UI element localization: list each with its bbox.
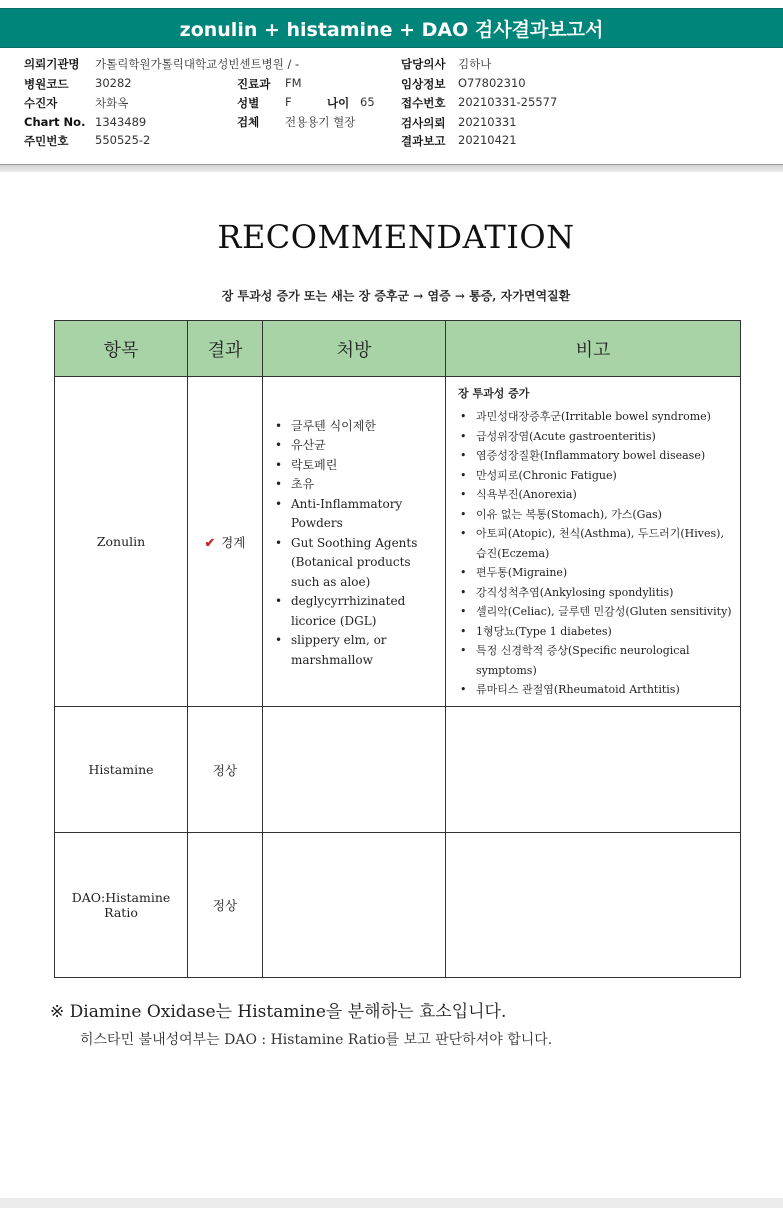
header-result: 결과 [188, 321, 263, 377]
list-item: • deglycyrrhizinated licorice (DGL) [273, 592, 439, 631]
table-row-histamine [55, 707, 741, 833]
list-item: • 편두통(Migraine) [458, 563, 732, 583]
list-item: • 락토페린 [273, 456, 439, 476]
check-icon: ✔ [204, 534, 216, 550]
list-item: • 염증성장질환(Inflammatory bowel disease) [458, 446, 732, 466]
list-item: • 글루텐 식이제한 [273, 417, 439, 437]
dept-label: 진료과 [237, 77, 271, 91]
patient-label: 수진자 [24, 96, 58, 110]
list-item: • 아토피(Atopic), 천식(Asthma), 두드러기(Hives), 습진(Eczema) [458, 524, 732, 563]
ssn-label: 주민번호 [24, 134, 69, 148]
result-dao-ratio: 정상 [188, 833, 263, 978]
report-date-value: 20210421 [458, 133, 517, 147]
list-item: • 1형당뇨(Type 1 diabetes) [458, 622, 732, 642]
patient-value: 차화옥 [95, 96, 129, 110]
list-item: • 초유 [273, 475, 439, 495]
result-zonulin [188, 377, 263, 707]
ssn-value: 550525-2 [95, 133, 151, 147]
prescription-list [273, 417, 439, 671]
note-histamine [446, 707, 741, 833]
dept-value: FM [285, 76, 302, 90]
sex-value: F [285, 95, 292, 109]
result-histamine: 정상 [188, 707, 263, 833]
list-item: • 이유 없는 복통(Stomach), 가스(Gas) [458, 505, 732, 525]
report-title: zonulin + histamine + DAO 검사결과보고서 [0, 8, 783, 48]
item-dao-ratio: DAO:Histamine Ratio [55, 833, 188, 978]
footnote-ratio: 히스타민 불내성여부는 DAO : Histamine Ratio를 보고 판단하셔야 합니다. [80, 1032, 553, 1048]
list-item: • 식욕부진(Anorexia) [458, 485, 732, 505]
table-row-zonulin [55, 377, 741, 707]
bottom-bar [0, 1198, 783, 1208]
section-divider [0, 164, 783, 172]
chart-no-value: 1343489 [95, 115, 147, 129]
header-prescription: 처방 [263, 321, 446, 377]
sex-label: 성별 [237, 96, 260, 110]
footnote-dao: ※ Diamine Oxidase는 Histamine을 분해하는 효소입니다. [50, 1002, 507, 1022]
age-value: 65 [360, 95, 375, 109]
list-item: • 만성피로(Chronic Fatigue) [458, 466, 732, 486]
age-label: 나이 [327, 96, 350, 110]
header-item: 항목 [55, 321, 188, 377]
header-note: 비고 [446, 321, 741, 377]
item-histamine: Histamine [55, 707, 188, 833]
list-item: • 과민성대장증후군(Irritable bowel syndrome) [458, 407, 732, 427]
divider-line [0, 164, 783, 165]
table-header-row [55, 321, 741, 377]
item-zonulin: Zonulin [55, 377, 188, 707]
clinical-info-value: O77802310 [458, 76, 526, 90]
chart-no-label: Chart No. [24, 115, 86, 129]
list-item: • 셀리악(Celiac), 글루텐 민감성(Gluten sensitivity) [458, 602, 732, 622]
clinical-info-label: 임상정보 [401, 77, 446, 91]
doctor-label: 담당의사 [401, 57, 446, 71]
request-date-value: 20210331 [458, 115, 517, 129]
prescription-histamine [263, 707, 446, 833]
institution-label: 의뢰기관명 [24, 57, 80, 71]
specimen-label: 검체 [237, 115, 260, 129]
prescription-dao-ratio [263, 833, 446, 978]
hospital-code-value: 30282 [95, 76, 132, 90]
list-item: • 급성위장염(Acute gastroenteritis) [458, 427, 732, 447]
recommendation-subtitle: 장 투과성 증가 또는 새는 장 증후군 → 염증 → 통증, 자가면역질환 [221, 289, 571, 303]
list-item: • 강직성척추염(Ankylosing spondylitis) [458, 583, 732, 603]
list-item: • 유산균 [273, 436, 439, 456]
receipt-no-label: 접수번호 [401, 96, 446, 110]
report-date-label: 결과보고 [401, 134, 446, 148]
note-dao-ratio [446, 833, 741, 978]
prescription-zonulin [263, 377, 446, 707]
list-item: • Gut Soothing Agents (Botanical products such as aloe) [273, 534, 439, 593]
result-zonulin-value: 경계 [221, 534, 246, 550]
list-item: • 특정 신경학적 증상(Specific neurological symptoms) [458, 641, 732, 680]
note-list [458, 407, 732, 700]
list-item: • Anti-Inflammatory Powders [273, 495, 439, 534]
note-zonulin [446, 377, 741, 707]
table-row-dao-ratio [55, 833, 741, 978]
recommendation-title: RECOMMENDATION [217, 218, 575, 256]
receipt-no-value: 20210331-25577 [458, 95, 558, 109]
patient-info-panel [0, 52, 783, 164]
doctor-value: 김하나 [458, 57, 492, 71]
note-title: 장 투과성 증가 [458, 387, 530, 401]
hospital-code-label: 병원코드 [24, 77, 69, 91]
request-date-label: 검사의뢰 [401, 116, 446, 130]
recommendation-table [54, 320, 741, 978]
institution-value: 가톨릭학원가톨릭대학교성빈센트병원 / - [95, 57, 300, 71]
list-item: • slippery elm, or marshmallow [273, 631, 439, 670]
specimen-value: 전용용기 혈장 [285, 115, 356, 129]
list-item: • 류마티스 관절염(Rheumatoid Arthtitis) [458, 680, 732, 700]
